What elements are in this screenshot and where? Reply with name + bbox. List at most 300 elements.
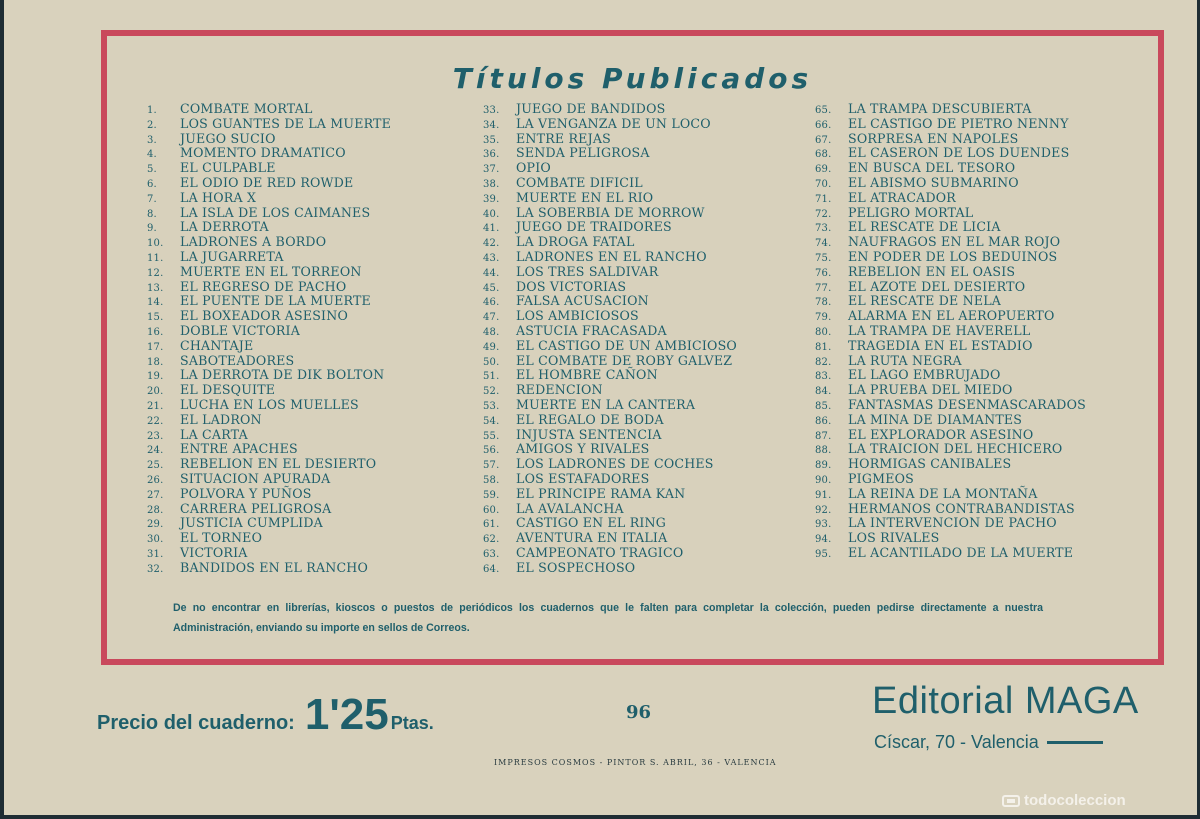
title-entry [483, 472, 737, 487]
title-entry [483, 206, 737, 221]
title-text: LOS LADRONES DE COCHES [516, 456, 714, 472]
title-text: EL LADRON [180, 411, 262, 427]
titles-heading: Títulos Publicados [452, 62, 813, 95]
title-text: DOS VICTORIAS [516, 278, 627, 294]
title-entry [147, 206, 391, 221]
title-text: EL HOMBRE CAÑON [516, 367, 658, 383]
title-number: 41. [483, 223, 500, 235]
title-entry [815, 117, 1086, 132]
title-entry [815, 457, 1086, 472]
title-number: 26. [147, 474, 164, 486]
title-number: 91. [815, 489, 832, 501]
title-number: 80. [815, 326, 832, 338]
title-entry [483, 457, 737, 472]
title-number: 88. [815, 445, 832, 457]
title-text: HORMIGAS CANIBALES [848, 456, 1012, 472]
title-entry [815, 383, 1086, 398]
title-entry [483, 132, 737, 147]
title-number: 13. [147, 282, 164, 294]
title-entry [483, 220, 737, 235]
title-text: TRAGEDIA EN EL ESTADIO [848, 337, 1033, 353]
title-entry [483, 161, 737, 176]
title-text: EL PRINCIPE RAMA KAN [516, 485, 686, 501]
title-text: LA PRUEBA DEL MIEDO [848, 382, 1013, 398]
title-text: INJUSTA SENTENCIA [516, 426, 662, 442]
title-number: 50. [483, 356, 500, 368]
title-text: LA AVALANCHA [516, 500, 624, 516]
title-entry [147, 280, 391, 295]
title-number: 4. [147, 149, 157, 161]
title-text: LA MINA DE DIAMANTES [848, 411, 1023, 427]
title-text: EL CULPABLE [180, 160, 276, 176]
title-text: LA TRAICION DEL HECHICERO [848, 441, 1063, 457]
title-number: 70. [815, 178, 832, 190]
issue-number: 96 [626, 702, 652, 723]
title-text: NAUFRAGOS EN EL MAR ROJO [848, 234, 1061, 250]
title-entry [815, 176, 1086, 191]
title-entry [483, 502, 737, 517]
title-text: SENDA PELIGROSA [516, 145, 650, 161]
title-entry [483, 294, 737, 309]
title-number: 64. [483, 563, 500, 575]
title-number: 3. [147, 134, 157, 146]
publisher-address [874, 732, 1103, 753]
title-text: EL ACANTILADO DE LA MUERTE [848, 544, 1074, 560]
title-number: 85. [815, 400, 832, 412]
title-entry [483, 146, 737, 161]
title-number: 47. [483, 312, 500, 324]
title-text: SORPRESA EN NAPOLES [848, 130, 1019, 146]
title-entry [147, 531, 391, 546]
title-text: EL LAGO EMBRUJADO [848, 367, 1001, 383]
title-entry [815, 487, 1086, 502]
title-number: 77. [815, 282, 832, 294]
title-number: 27. [147, 489, 164, 501]
title-text: EL REGRESO DE PACHO [180, 278, 347, 294]
title-number: 73. [815, 223, 832, 235]
title-text: ENTRE APACHES [180, 441, 298, 457]
titles-column-1 [147, 102, 391, 576]
title-entry [147, 428, 391, 443]
title-number: 48. [483, 326, 500, 338]
title-number: 71. [815, 193, 832, 205]
title-entry [147, 220, 391, 235]
title-entry [147, 294, 391, 309]
title-number: 55. [483, 430, 500, 442]
title-number: 46. [483, 297, 500, 309]
title-text: LOS ESTAFADORES [516, 470, 650, 486]
title-entry [483, 191, 737, 206]
title-text: LOS GUANTES DE LA MUERTE [180, 115, 392, 131]
title-entry [483, 280, 737, 295]
title-entry [147, 516, 391, 531]
title-text: COMBATE MORTAL [180, 101, 313, 116]
title-entry [147, 235, 391, 250]
title-entry [815, 132, 1086, 147]
back-cover-page [4, 0, 1197, 815]
title-text: DOBLE VICTORIA [180, 322, 301, 338]
price-block [97, 690, 434, 740]
title-text: EL COMBATE DE ROBY GALVEZ [516, 352, 733, 368]
title-number: 9. [147, 223, 157, 235]
title-number: 44. [483, 267, 500, 279]
title-text: EL CASERON DE LOS DUENDES [848, 145, 1070, 161]
title-number: 36. [483, 149, 500, 161]
title-entry [483, 117, 737, 132]
title-number: 33. [483, 105, 500, 116]
title-number: 22. [147, 415, 164, 427]
title-text: EL CASTIGO DE PIETRO NENNY [848, 115, 1069, 131]
title-entry [483, 487, 737, 502]
title-entry [147, 383, 391, 398]
title-text: EL REGALO DE BODA [516, 411, 664, 427]
title-number: 63. [483, 548, 500, 560]
title-text: REBELION EN EL DESIERTO [180, 456, 377, 472]
title-number: 84. [815, 386, 832, 398]
title-number: 12. [147, 267, 164, 279]
title-entry [815, 161, 1086, 176]
title-text: EL RESCATE DE NELA [848, 293, 1002, 309]
title-text: LA VENGANZA DE UN LOCO [516, 115, 711, 131]
title-entry [815, 206, 1086, 221]
title-entry [815, 442, 1086, 457]
title-number: 86. [815, 415, 832, 427]
title-number: 78. [815, 297, 832, 309]
watermark [1002, 792, 1126, 809]
title-entry [147, 546, 391, 561]
title-number: 52. [483, 386, 500, 398]
title-entry [815, 546, 1086, 561]
title-number: 38. [483, 178, 500, 190]
title-entry [815, 516, 1086, 531]
title-entry [815, 294, 1086, 309]
title-number: 87. [815, 430, 832, 442]
title-number: 25. [147, 460, 164, 472]
title-text: LUCHA EN LOS MUELLES [180, 396, 359, 412]
address-text: Císcar, 70 - Valencia [874, 732, 1039, 752]
title-number: 19. [147, 371, 164, 383]
title-text: OPIO [516, 160, 551, 176]
title-text: FALSA ACUSACION [516, 293, 649, 309]
title-entry [815, 220, 1086, 235]
title-text: MUERTE EN LA CANTERA [516, 396, 696, 412]
title-text: EL ODIO DE RED ROWDE [180, 174, 354, 190]
title-number: 68. [815, 149, 832, 161]
publisher-name: Editorial MAGA [872, 680, 1139, 722]
titles-column-3 [815, 102, 1086, 561]
title-number: 74. [815, 238, 832, 250]
title-text: MUERTE EN EL TORREON [180, 263, 362, 279]
title-text: JUEGO DE BANDIDOS [516, 101, 666, 116]
title-text: LA REINA DE LA MONTAÑA [848, 485, 1038, 501]
title-text: PIGMEOS [848, 470, 914, 486]
title-entry [483, 413, 737, 428]
title-number: 57. [483, 460, 500, 472]
title-text: EN PODER DE LOS BEDUINOS [848, 248, 1058, 264]
title-entry [815, 398, 1086, 413]
title-number: 79. [815, 312, 832, 324]
title-text: ALARMA EN EL AEROPUERTO [848, 308, 1055, 324]
title-entry [483, 383, 737, 398]
title-text: CHANTAJE [180, 337, 254, 353]
title-number: 32. [147, 563, 164, 575]
title-entry [815, 502, 1086, 517]
title-text: AMIGOS Y RIVALES [516, 441, 650, 457]
title-number: 62. [483, 534, 500, 546]
title-entry [147, 339, 391, 354]
title-text: EL EXPLORADOR ASESINO [848, 426, 1034, 442]
title-number: 29. [147, 519, 164, 531]
title-entry [815, 354, 1086, 369]
title-text: COMBATE DIFICIL [516, 174, 643, 190]
title-entry [483, 309, 737, 324]
title-text: MOMENTO DRAMATICO [180, 145, 346, 161]
title-entry [147, 487, 391, 502]
title-number: 53. [483, 400, 500, 412]
title-number: 24. [147, 445, 164, 457]
title-entry [147, 265, 391, 280]
order-notice: De no encontrar en librerías, kioscos o puestos de periódicos los cuadernos que le falten para completar la colección, pueden pedirse directamente a nuestra Administración, enviando su importe en sellos de Correos. [173, 602, 1043, 634]
title-number: 95. [815, 548, 832, 560]
title-text: LA HORA X [180, 189, 257, 205]
title-number: 54. [483, 415, 500, 427]
title-entry [815, 472, 1086, 487]
title-number: 30. [147, 534, 164, 546]
title-entry [483, 398, 737, 413]
title-text: HERMANOS CONTRABANDISTAS [848, 500, 1075, 516]
title-text: SITUACION APURADA [180, 470, 331, 486]
title-entry [483, 176, 737, 191]
title-number: 21. [147, 400, 164, 412]
title-text: VICTORIA [180, 544, 248, 560]
title-number: 23. [147, 430, 164, 442]
title-entry [147, 146, 391, 161]
title-entry [147, 324, 391, 339]
title-text: SABOTEADORES [180, 352, 295, 368]
title-number: 90. [815, 474, 832, 486]
title-text: MUERTE EN EL RIO [516, 189, 654, 205]
title-number: 45. [483, 282, 500, 294]
title-text: POLVORA Y PUÑOS [180, 485, 312, 501]
title-number: 69. [815, 164, 832, 176]
title-entry [147, 250, 391, 265]
title-entry [815, 102, 1086, 117]
title-entry [483, 561, 737, 576]
title-entry [815, 191, 1086, 206]
title-entry [483, 354, 737, 369]
title-number: 35. [483, 134, 500, 146]
title-entry [147, 413, 391, 428]
title-entry [147, 354, 391, 369]
title-text: BANDIDOS EN EL RANCHO [180, 559, 369, 575]
title-number: 10. [147, 238, 164, 250]
title-number: 15. [147, 312, 164, 324]
title-text: EN BUSCA DEL TESORO [848, 160, 1016, 176]
title-number: 14. [147, 297, 164, 309]
title-number: 20. [147, 386, 164, 398]
title-entry [147, 368, 391, 383]
title-number: 66. [815, 119, 832, 131]
title-entry [815, 428, 1086, 443]
title-number: 16. [147, 326, 164, 338]
title-text: ASTUCIA FRACASADA [516, 322, 667, 338]
title-number: 61. [483, 519, 500, 531]
title-number: 34. [483, 119, 500, 131]
title-entry [483, 324, 737, 339]
title-entry [147, 472, 391, 487]
title-text: EL CASTIGO DE UN AMBICIOSO [516, 337, 737, 353]
title-text: EL TORNEO [180, 530, 263, 546]
titles-column-2 [483, 102, 737, 576]
title-number: 83. [815, 371, 832, 383]
title-entry [483, 531, 737, 546]
title-text: LA SOBERBIA DE MORROW [516, 204, 705, 220]
title-entry [147, 502, 391, 517]
title-number: 18. [147, 356, 164, 368]
title-text: LA JUGARRETA [180, 248, 284, 264]
title-number: 81. [815, 341, 832, 353]
title-text: CASTIGO EN EL RING [516, 515, 667, 531]
title-entry [815, 413, 1086, 428]
title-text: EL RESCATE DE LICIA [848, 219, 1001, 235]
title-entry [147, 442, 391, 457]
watermark-text: todocoleccion [1024, 792, 1126, 809]
title-entry [815, 265, 1086, 280]
title-entry [483, 250, 737, 265]
title-text: LA DERROTA [180, 219, 269, 235]
title-entry [147, 398, 391, 413]
title-text: LA RUTA NEGRA [848, 352, 962, 368]
title-entry [147, 191, 391, 206]
title-text: JUEGO SUCIO [180, 130, 276, 146]
title-entry [147, 132, 391, 147]
title-entry [815, 250, 1086, 265]
title-text: EL PUENTE DE LA MUERTE [180, 293, 371, 309]
title-number: 59. [483, 489, 500, 501]
price-unit: Ptas. [390, 713, 434, 733]
title-text: EL ATRACADOR [848, 189, 956, 205]
title-text: EL SOSPECHOSO [516, 559, 636, 575]
printer-credit: IMPRESOS COSMOS - PINTOR S. ABRIL, 36 - VALENCIA [494, 758, 777, 767]
title-number: 5. [147, 164, 157, 176]
title-entry [815, 368, 1086, 383]
title-text: LOS TRES SALDIVAR [516, 263, 659, 279]
title-text: LA INTERVENCION DE PACHO [848, 515, 1057, 531]
title-entry [815, 146, 1086, 161]
title-entry [147, 457, 391, 472]
title-text: CAMPEONATO TRAGICO [516, 544, 684, 560]
title-number: 89. [815, 460, 832, 472]
title-text: CARRERA PELIGROSA [180, 500, 332, 516]
title-text: EL AZOTE DEL DESIERTO [848, 278, 1026, 294]
title-entry [147, 176, 391, 191]
title-text: EL ABISMO SUBMARINO [848, 174, 1019, 190]
title-text: REDENCION [516, 382, 603, 398]
title-text: EL BOXEADOR ASESINO [180, 308, 348, 324]
title-entry [147, 309, 391, 324]
title-number: 8. [147, 208, 157, 220]
title-text: LA CARTA [180, 426, 248, 442]
title-text: AVENTURA EN ITALIA [516, 530, 668, 546]
title-number: 2. [147, 119, 157, 131]
title-entry [483, 428, 737, 443]
watermark-logo-icon [1002, 794, 1020, 808]
address-rule [1047, 741, 1103, 744]
title-text: JUSTICIA CUMPLIDA [180, 515, 323, 531]
title-entry [483, 516, 737, 531]
title-number: 49. [483, 341, 500, 353]
title-number: 31. [147, 548, 164, 560]
title-entry [147, 161, 391, 176]
title-text: FANTASMAS DESENMASCARADOS [848, 396, 1086, 412]
title-entry [147, 561, 391, 576]
title-number: 67. [815, 134, 832, 146]
title-text: LA TRAMPA DE HAVERELL [848, 322, 1031, 338]
title-entry [483, 339, 737, 354]
title-number: 94. [815, 534, 832, 546]
title-entry [815, 235, 1086, 250]
price-value: 1'25 [304, 690, 389, 739]
title-number: 42. [483, 238, 500, 250]
title-number: 28. [147, 504, 164, 516]
title-number: 51. [483, 371, 500, 383]
title-number: 76. [815, 267, 832, 279]
title-number: 17. [147, 341, 164, 353]
title-number: 37. [483, 164, 500, 176]
title-text: LADRONES EN EL RANCHO [516, 248, 707, 264]
title-number: 11. [147, 252, 164, 264]
title-entry [147, 102, 391, 117]
title-entry [483, 265, 737, 280]
title-entry [815, 339, 1086, 354]
title-entry [147, 117, 391, 132]
title-entry [483, 546, 737, 561]
title-number: 72. [815, 208, 832, 220]
title-text: ENTRE REJAS [516, 130, 611, 146]
title-entry [483, 102, 737, 117]
title-number: 6. [147, 178, 157, 190]
title-text: PELIGRO MORTAL [848, 204, 974, 220]
title-text: JUEGO DE TRAIDORES [516, 219, 672, 235]
title-entry [483, 235, 737, 250]
titles-frame [101, 30, 1164, 665]
title-number: 75. [815, 252, 832, 264]
title-number: 58. [483, 474, 500, 486]
title-text: EL DESQUITE [180, 382, 276, 398]
title-entry [815, 309, 1086, 324]
title-entry [483, 368, 737, 383]
title-entry [483, 442, 737, 457]
title-number: 56. [483, 445, 500, 457]
title-text: LOS AMBICIOSOS [516, 308, 639, 324]
title-number: 60. [483, 504, 500, 516]
title-text: LA DROGA FATAL [516, 234, 635, 250]
title-number: 82. [815, 356, 832, 368]
title-number: 93. [815, 519, 832, 531]
title-entry [815, 280, 1086, 295]
title-number: 1. [147, 105, 157, 116]
title-text: LOS RIVALES [848, 530, 940, 546]
title-number: 43. [483, 252, 500, 264]
title-text: LADRONES A BORDO [180, 234, 327, 250]
title-text: LA TRAMPA DESCUBIERTA [848, 101, 1032, 116]
title-number: 92. [815, 504, 832, 516]
title-number: 39. [483, 193, 500, 205]
title-text: LA ISLA DE LOS CAIMANES [180, 204, 371, 220]
title-number: 65. [815, 105, 832, 116]
title-text: LA DERROTA DE DIK BOLTON [180, 367, 385, 383]
price-label: Precio del cuaderno: [97, 712, 295, 734]
